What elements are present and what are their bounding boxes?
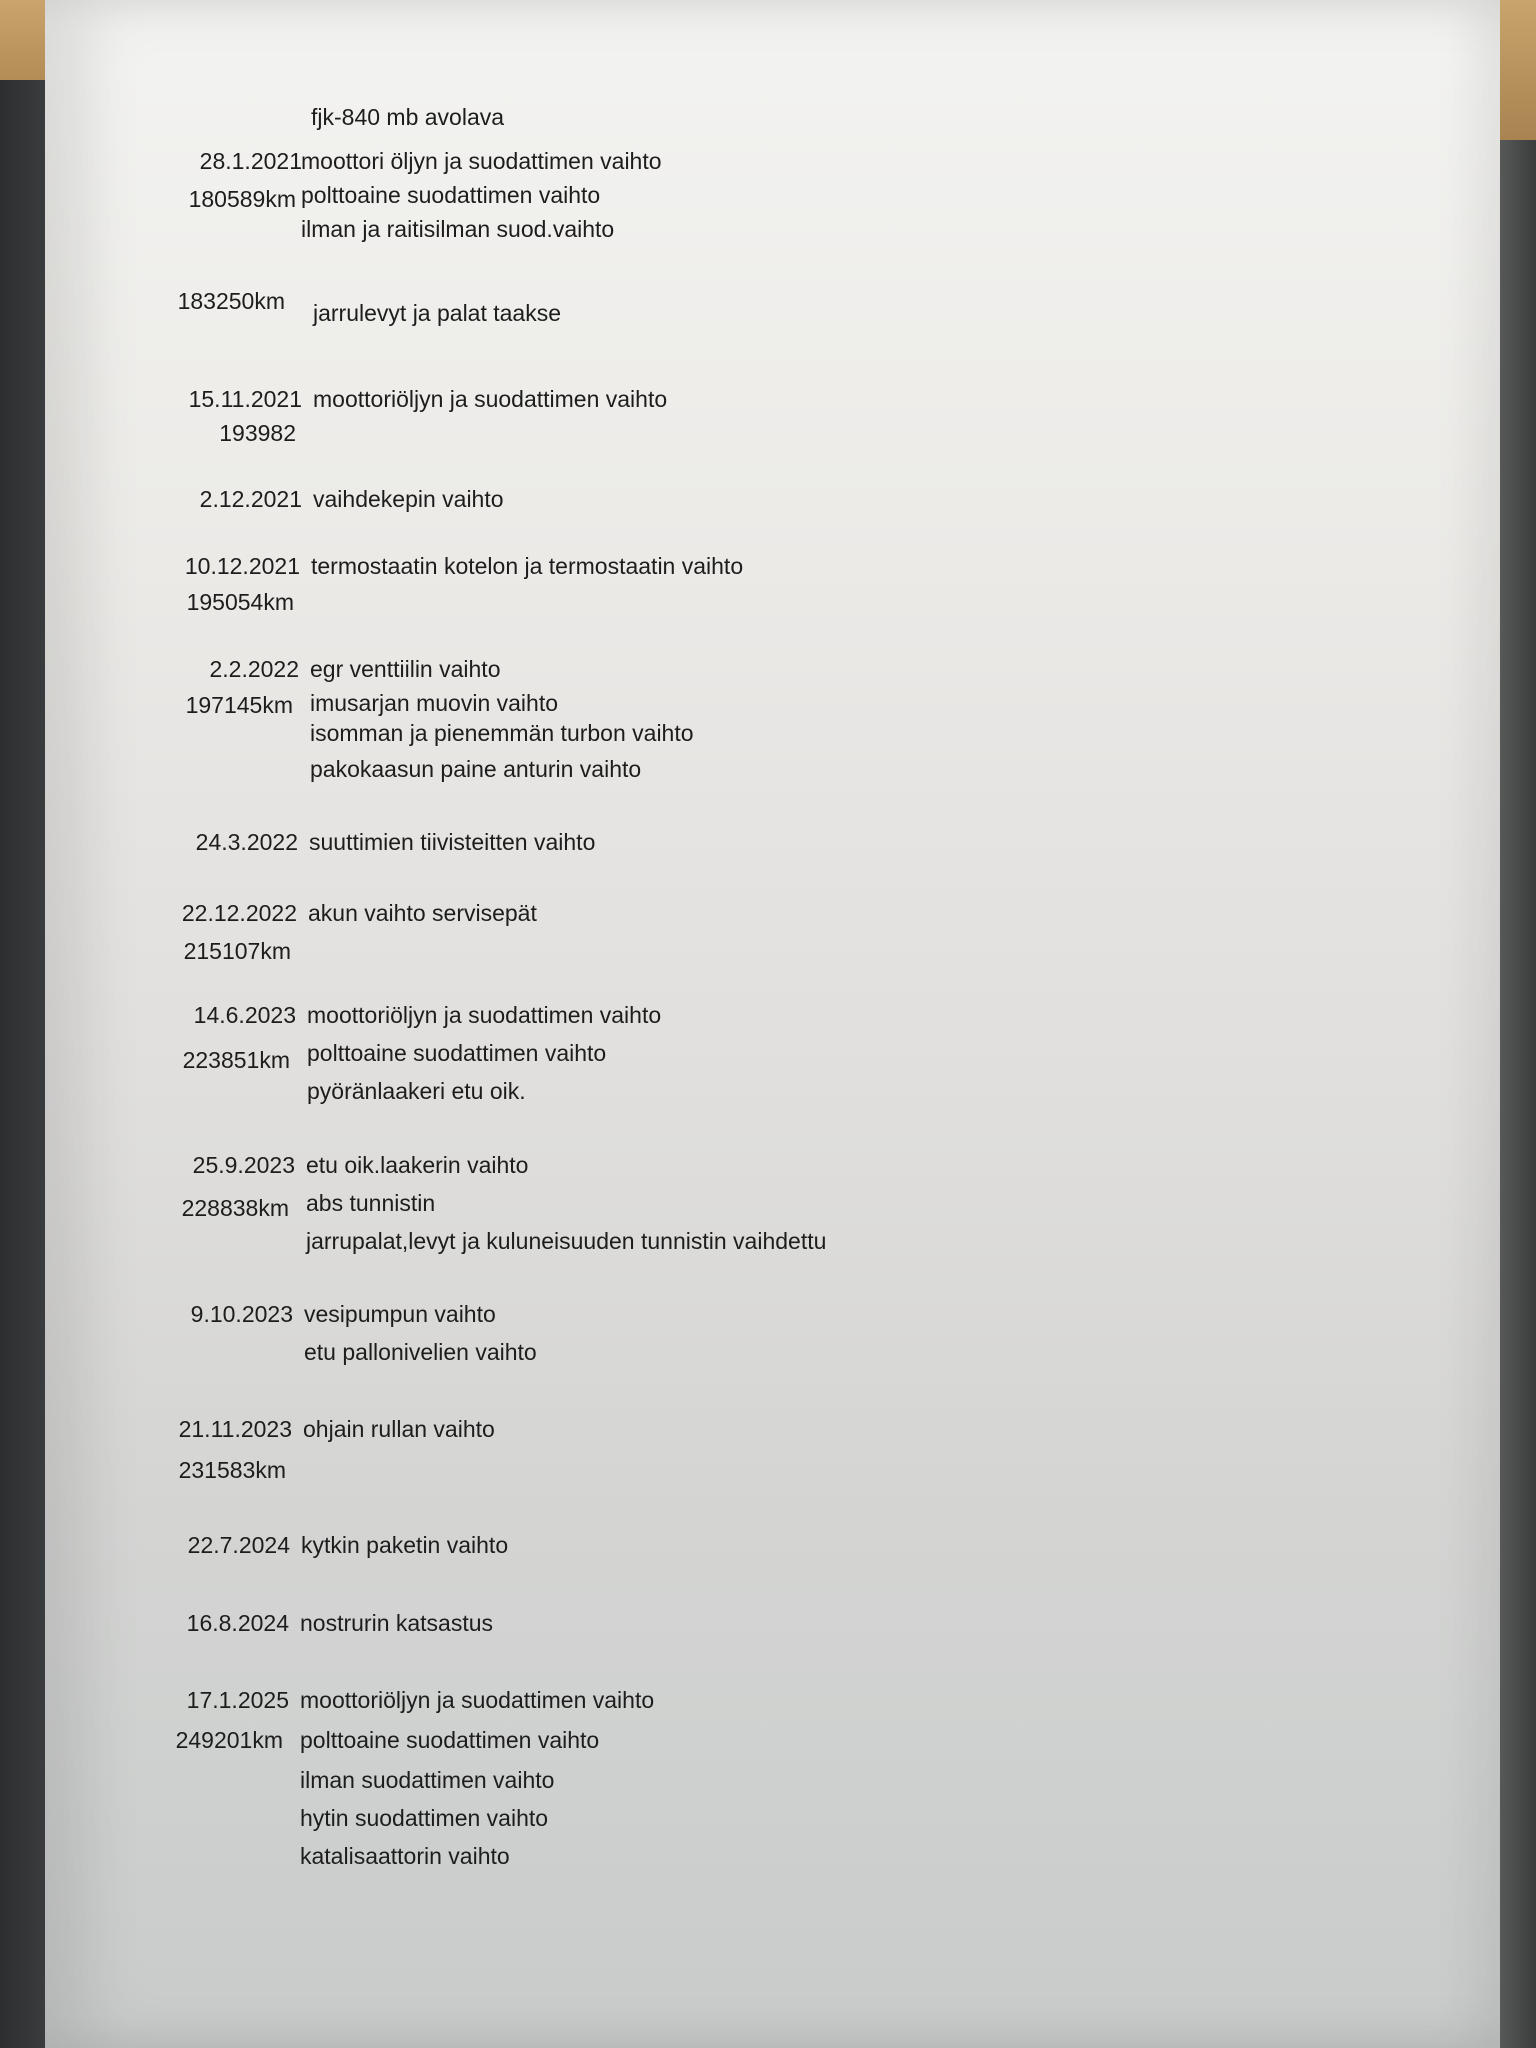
entry-item: katalisaattorin vaihto (300, 1843, 510, 1869)
entry-item: etu oik.laakerin vaihto (306, 1152, 529, 1178)
entry-item: egr venttiilin vaihto (310, 656, 501, 682)
entry-item: vesipumpun vaihto (304, 1301, 496, 1327)
entry-date: 14.6.2023 (193, 1002, 296, 1028)
entry-odometer: 193982 (219, 420, 296, 446)
entry-item: isomman ja pienemmän turbon vaihto (310, 720, 694, 746)
entry-date: 2.12.2021 (199, 486, 302, 512)
entry-item: vaihdekepin vaihto (313, 486, 504, 512)
entry-item: imusarjan muovin vaihto (310, 690, 559, 716)
entry-item: polttoaine suodattimen vaihto (300, 1727, 600, 1753)
entry-date: 2.2.2022 (209, 656, 299, 682)
entry-date: 22.12.2022 (181, 900, 297, 926)
entry-odometer: 231583km (178, 1457, 286, 1483)
entry-item: ilman ja raitisilman suod.vaihto (301, 216, 615, 242)
entry-date: 9.10.2023 (190, 1301, 293, 1327)
entry-item: moottoriöljyn ja suodattimen vaihto (307, 1002, 662, 1028)
entry-item: suuttimien tiivisteitten vaihto (309, 829, 596, 855)
entry-date: 17.1.2025 (186, 1687, 289, 1713)
entry-item: pyöränlaakeri etu oik. (307, 1078, 526, 1104)
entry-item: etu pallonivelien vaihto (304, 1339, 537, 1365)
entry-date: 28.1.2021 (199, 148, 302, 174)
entry-odometer: 180589km (188, 186, 296, 212)
entry-item: moottori öljyn ja suodattimen vaihto (301, 148, 662, 174)
entry-date: 16.8.2024 (186, 1610, 289, 1636)
entry-item: pakokaasun paine anturin vaihto (310, 756, 642, 782)
entry-odometer: 228838km (181, 1195, 289, 1221)
entry-item: polttoaine suodattimen vaihto (307, 1040, 607, 1066)
entry-odometer: 197145km (185, 692, 293, 718)
entry-item: hytin suodattimen vaihto (300, 1805, 549, 1831)
entry-item: ohjain rullan vaihto (303, 1416, 495, 1442)
entry-odometer: 183250km (177, 288, 285, 314)
entry-date: 21.11.2023 (178, 1416, 292, 1442)
entry-odometer: 223851km (182, 1047, 290, 1073)
entry-item: moottoriöljyn ja suodattimen vaihto (300, 1687, 655, 1713)
entry-item: nostrurin katsastus (300, 1610, 494, 1636)
entry-odometer: 249201km (175, 1727, 283, 1753)
entry-date: 25.9.2023 (192, 1152, 295, 1178)
entry-date: 15.11.2021 (188, 386, 302, 412)
entry-item: ilman suodattimen vaihto (300, 1767, 555, 1793)
entry-odometer: 215107km (183, 938, 291, 964)
entry-item: jarrupalat,levyt ja kuluneisuuden tunnistin vaihdettu (306, 1228, 827, 1254)
entry-item: termostaatin kotelon ja termostaatin vaihto (311, 553, 744, 579)
entry-date: 22.7.2024 (187, 1532, 290, 1558)
document-header: fjk-840 mb avolava (311, 104, 505, 130)
entry-item: polttoaine suodattimen vaihto (301, 182, 601, 208)
entry-item: kytkin paketin vaihto (301, 1532, 509, 1558)
entry-date: 10.12.2021 (184, 553, 300, 579)
entry-odometer: 195054km (186, 589, 294, 615)
entry-item: jarrulevyt ja palat taakse (313, 300, 562, 326)
entry-item: moottoriöljyn ja suodattimen vaihto (313, 386, 668, 412)
entry-item: akun vaihto servisepät (308, 900, 537, 926)
entry-date: 24.3.2022 (195, 829, 298, 855)
entry-item: abs tunnistin (306, 1190, 436, 1216)
